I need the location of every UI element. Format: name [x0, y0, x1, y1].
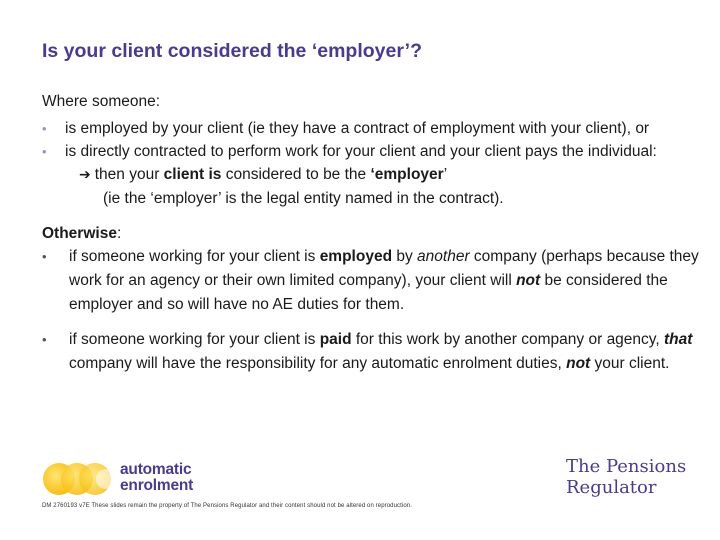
conclusion-note: (ie the ‘employer’ is the legal entity named in the contract).: [103, 190, 504, 207]
slide-body: [42, 90, 702, 387]
conclusion-text: ’: [443, 166, 448, 183]
otherwise-list: [42, 245, 702, 376]
otherwise-bold-italic: not: [566, 355, 591, 372]
ae-logo-text: [120, 462, 193, 494]
bullet-icon: •: [42, 144, 47, 159]
pensions-regulator-logo: [566, 456, 706, 498]
otherwise-bold: Otherwise: [42, 225, 117, 242]
arrow-right-icon: ➔: [79, 167, 91, 183]
ae-logo-line: enrolment: [120, 477, 194, 494]
otherwise-text: company will have the responsibility for any automatic enrolment duties,: [69, 355, 567, 372]
condition-text: is employed by your client (ie they have a contract of employment with your client), or: [65, 120, 650, 137]
otherwise-text: by: [392, 248, 418, 265]
condition-list: [42, 117, 702, 163]
conclusion-bold: client is: [163, 166, 222, 183]
intro-text: Where someone:: [42, 93, 161, 110]
otherwise-bold: paid: [319, 331, 352, 348]
ae-circles-icon: [42, 460, 118, 498]
condition-text: is directly contracted to perform work for your client and your client pays the individual:: [65, 143, 657, 160]
bullet-icon: •: [42, 249, 47, 264]
otherwise-bold: employed: [319, 248, 393, 265]
otherwise-heading: [42, 222, 702, 245]
otherwise-text: be considered the employer and so will have no AE duties for them.: [69, 272, 668, 313]
condition-item: [42, 117, 702, 140]
conclusion-text: then your: [94, 166, 164, 183]
tpr-logo-line: The Pensions: [566, 456, 687, 477]
bullet-icon: •: [42, 121, 47, 136]
otherwise-colon: :: [116, 225, 122, 242]
otherwise-bold-italic: that: [664, 331, 693, 348]
tpr-logo-line: Regulator: [566, 477, 657, 498]
otherwise-bold-italic: not: [516, 272, 541, 289]
slide-title: Is your client considered the ‘employer’?: [42, 40, 422, 62]
ae-logo-line: automatic: [120, 461, 192, 478]
conclusion-line: [42, 163, 702, 187]
automatic-enrolment-logo: [42, 460, 192, 498]
condition-item: [42, 140, 702, 163]
conclusion-text: considered to be the: [221, 166, 371, 183]
otherwise-text: if someone working for your client is: [69, 248, 320, 265]
otherwise-text: your client.: [590, 355, 670, 372]
otherwise-text: if someone working for your client is: [69, 331, 320, 348]
otherwise-text: company (perhaps because they work for an agency or their own limited company), your client will: [69, 248, 699, 289]
footer-disclaimer: DM 2760193 v7E These slides remain the property of The Pensions Regulator and their content should not be altered on reproduction.: [42, 503, 412, 509]
bullet-icon: •: [42, 332, 47, 347]
otherwise-text: for this work by another company or agency,: [351, 331, 665, 348]
conclusion-bold: ‘employer: [370, 166, 444, 183]
otherwise-item: [42, 328, 702, 376]
otherwise-item: [42, 245, 702, 317]
otherwise-italic: another: [417, 248, 470, 265]
